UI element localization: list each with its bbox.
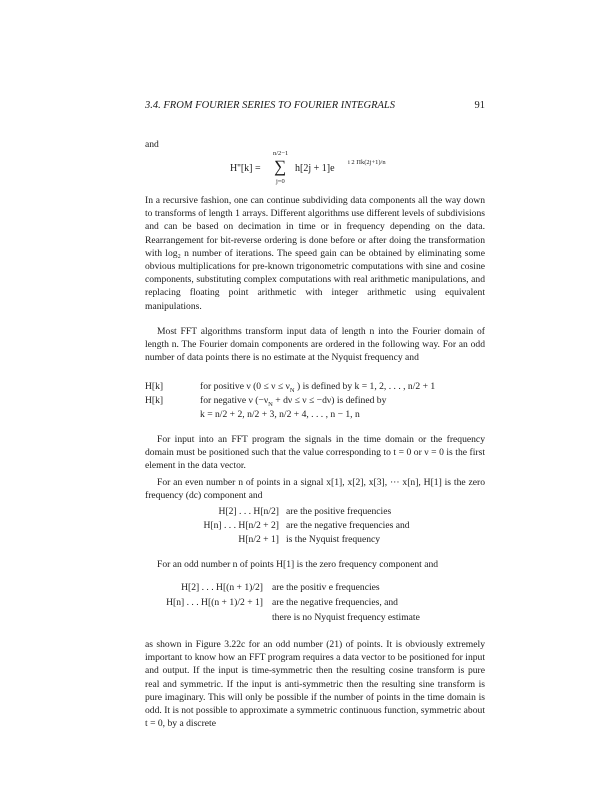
page-number: 91 — [474, 100, 485, 111]
freq-def-tail: ) is defined by k = 1, 2, . . . , n/2 + 1 — [294, 381, 436, 392]
freq-def-term: H[k] — [145, 395, 164, 406]
odd-row-right: are the positiv e frequencies — [272, 582, 380, 593]
even-row-left: H[n] . . . H[n/2 + 2] — [203, 520, 279, 531]
even-row-left: H[n/2 + 1] — [238, 534, 279, 545]
running-header — [145, 100, 485, 111]
freq-def-tail: + dν ≤ ν ≤ −dν) is defined by — [272, 395, 387, 406]
eq-body: h[2j + 1]e — [295, 163, 335, 174]
paragraph-even-number: For an even number n of points in a signal x[1], x[2], x[3], ··· x[n], H[1] is the zero frequency (dc) component and — [145, 477, 485, 502]
freq-def-text-main: for negative ν (−ν — [200, 395, 269, 406]
eq-sum-lower: j=0 — [276, 178, 285, 185]
freq-def-sub: N — [289, 386, 295, 394]
freq-def-sub: N — [268, 400, 273, 408]
paragraph-input-position: For input into an FFT program the signals in the time domain or the frequency domain must be positioned such that the value corresponding to t = 0 or ν = 0 is the first element in the data vector. — [145, 434, 485, 472]
intro-word: and — [145, 139, 159, 150]
eq-exponent: i 2 Πk(2j+1)/n — [348, 159, 386, 166]
odd-row-left: H[2] . . . H[(n + 1)/2] — [181, 582, 263, 593]
equation-h-double-prime — [230, 150, 430, 186]
section-title: 3.4. FROM FOURIER SERIES TO FOURIER INTEGRALS — [145, 100, 396, 111]
even-row-right: is the Nyquist frequency — [286, 534, 381, 545]
even-row-right: are the negative frequencies and — [286, 520, 410, 531]
paragraph-fft-ordering: Most FFT algorithms transform input data of length n into the Fourier domain of length n. The Fourier domain components are ordered in the following way. For an odd number of data points there is no estimate at the Nyquist frequency and — [145, 326, 485, 364]
eq-lhs: H''[k] = — [230, 163, 261, 174]
eq-sum-symbol: ∑ — [274, 157, 287, 176]
freq-def-text — [200, 381, 435, 394]
paragraph-recursive: In a recursive fashion, one can continue subdividing data components all the way down to transforms of length 1 arrays. Different algorithms use different levels of subdivisions and can be based on decimation in time or in frequency depending on the data. Rearrangement for bit-reverse ordering is done before or after doing the transformation with log₂ n number of iterations. The speed gain can be obtained by eliminating some obvious multiplications for pre-known trigonometric computations with sine and cosine components, substituting complex computations with real arithmetic manipulations, and replacing floating point arithmetic with integer arithmetic using equivalent manipulations. — [145, 195, 485, 312]
paragraph-figure-reference: as shown in Figure 3.22c for an odd number (21) of points. It is obviously extremely important to know how an FFT program requires a data vector to be positioned for input and output. If the input is time-symmetric then the resulting cosine transform is pure real and symmetric. If the input is anti-symmetric then the resulting sine transform is pure imaginary. This will only be possible if the number of points in the time domain is odd. It is not possible to approximate a symmetric continuous function, symmetric about t = 0, by a discrete — [145, 639, 485, 730]
freq-def-text: k = n/2 + 2, n/2 + 3, n/2 + 4, . . . , n − 1, n — [200, 409, 360, 420]
even-row-right: are the positive frequencies — [286, 506, 392, 517]
odd-row-left: H[n] . . . H[(n + 1)/2 + 1] — [166, 597, 263, 608]
paragraph-odd-number: For an odd number n of points H[1] is the zero frequency component and — [157, 559, 439, 570]
odd-row-right: there is no Nyquist frequency estimate — [272, 612, 420, 623]
even-row-left: H[2] . . . H[n/2] — [218, 506, 279, 517]
freq-def-term: H[k] — [145, 381, 164, 392]
freq-def-text-main: for positive ν (0 ≤ ν ≤ ν — [200, 381, 290, 392]
freq-def-text — [200, 395, 386, 408]
eq-sum-upper: n/2−1 — [273, 150, 289, 157]
odd-row-right: are the negative frequencies, and — [272, 597, 398, 608]
